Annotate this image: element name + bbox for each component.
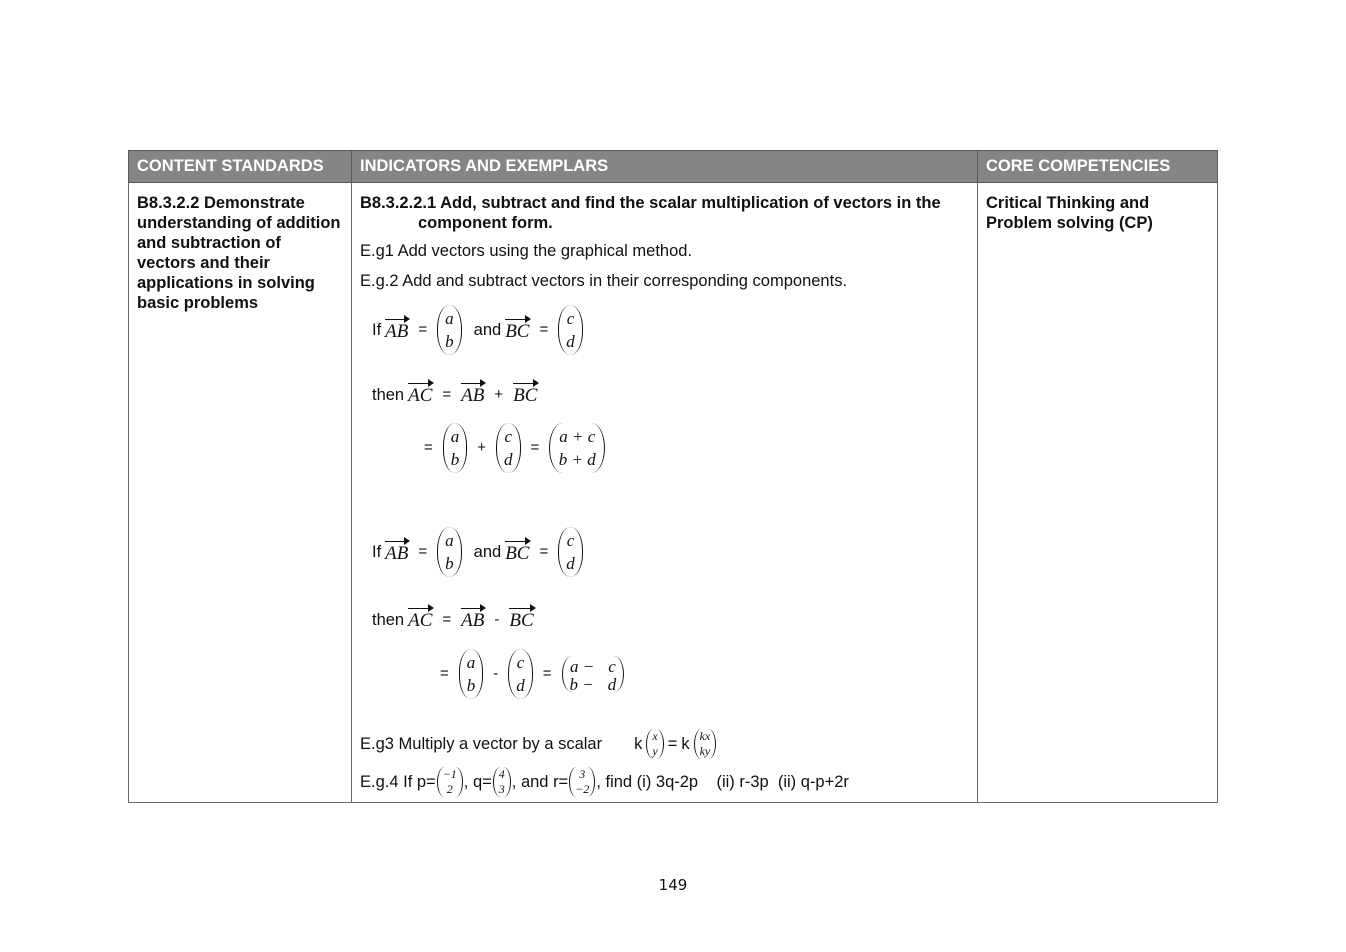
matrix-c-d: c d [558, 305, 583, 355]
vector-ab: AB [385, 320, 409, 342]
subtraction-if-line: If AB = a b and BC = c d [372, 527, 583, 577]
addition-if-line: If AB = a b and BC = c d [372, 305, 583, 355]
core-competency-cell: Critical Thinking and Problem solving (CP) [978, 183, 1218, 803]
vector-q: 4 3 [493, 767, 511, 797]
addition-result-line: = a b + c d = a + c b + d [418, 423, 605, 473]
addition-then-line: then AC = AB + BC [372, 385, 538, 406]
matrix-difference: a − c b − d [562, 656, 625, 692]
subtraction-result-line: = a b - c d = a − c b − d [434, 649, 624, 699]
example-1: E.g1 Add vectors using the graphical method. [360, 242, 693, 260]
matrix-sum: a + c b + d [549, 423, 605, 473]
header-core-competencies: CORE COMPETENCIES [978, 151, 1218, 183]
vector-p: −1 2 [437, 767, 463, 797]
indicator-title: B8.3.2.2.1 Add, subtract and find the scalar multiplication of vectors in the component form. [360, 194, 941, 232]
header-content-standards: CONTENT STANDARDS [129, 151, 352, 183]
example-3: E.g3 Multiply a vector by a scalar k x y = k kx ky [360, 729, 716, 759]
header-indicators: INDICATORS AND EXEMPLARS [352, 151, 978, 183]
indicators-cell [352, 183, 978, 803]
example-4: E.g.4 If p= −1 2 , q= 4 3 , and r= 3 −2 , find (i) 3q-2p (ii) r-3p (ii) q-p+2r [360, 767, 849, 796]
vector-r: 3 −2 [569, 767, 595, 797]
subtraction-then-line: then AC = AB - BC [372, 610, 534, 631]
vector-bc: BC [505, 320, 530, 342]
page-number: 149 [658, 876, 688, 894]
matrix-a-b: a b [437, 305, 462, 355]
example-2: E.g.2 Add and subtract vectors in their corresponding components. [360, 272, 848, 290]
content-standard-cell: B8.3.2.2 Demonstrate understanding of addition and subtraction of vectors and their applications in solving basic problems [129, 183, 352, 803]
curriculum-table [128, 150, 1218, 803]
